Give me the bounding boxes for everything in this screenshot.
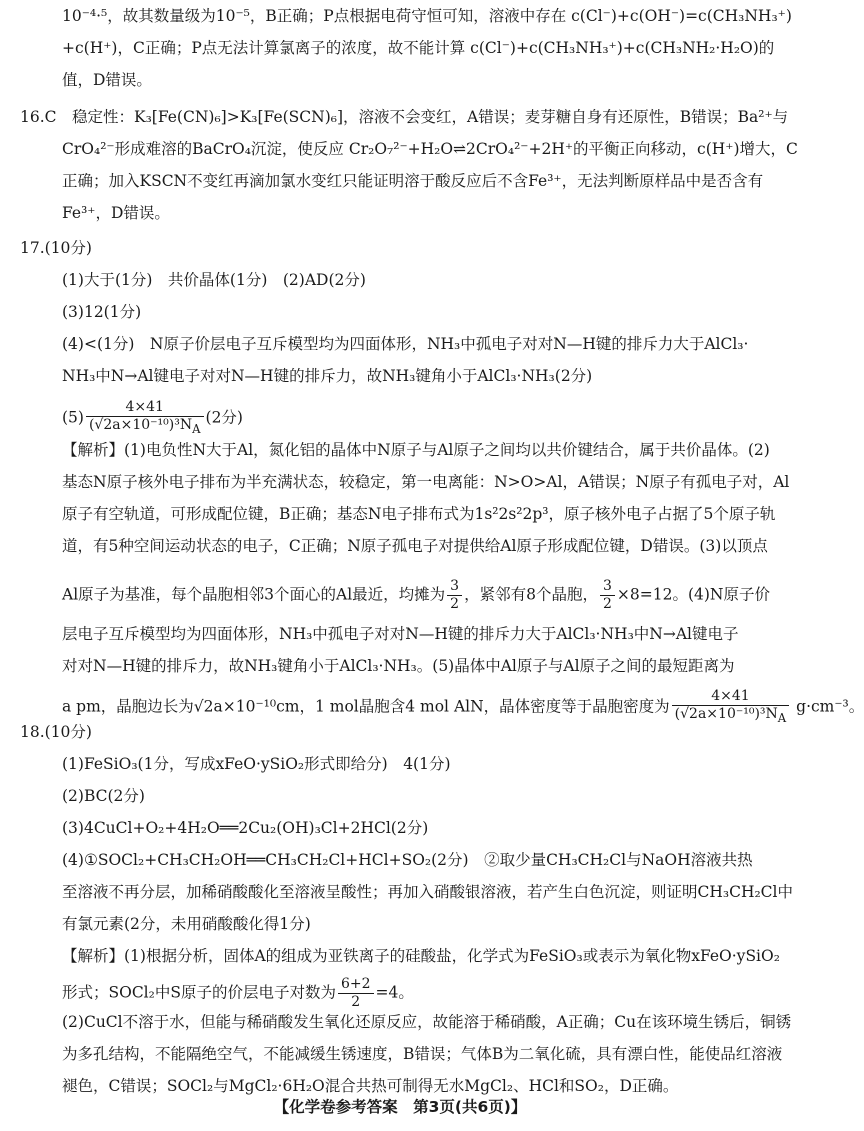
text-line: 原子有空轨道，可形成配位键，B正确；基态N电子排布式为1s²2s²2p³，原子核外电子占据了5个原子轨 bbox=[62, 505, 776, 523]
density-fraction: $\frac{4\times 41}{(√2a\times 10^{-10})^3N_A}$ bbox=[672, 688, 790, 727]
label: (5) bbox=[62, 408, 84, 427]
text-line: 褪色，C错误；SOCl₂与MgCl₂·6H₂O混合共热可制得无水MgCl₂、HCl和SO₂，D正确。 bbox=[62, 1077, 679, 1095]
text-line: (1)FeSiO₃(1分，写成xFeO·ySiO₂形式即给分) 4(1分) bbox=[62, 755, 451, 773]
text-line: 正确；加入KSCN不变红再滴加氯水变红只能证明溶于酸反应后不含Fe³⁺，无法判断原样品中是否含有 bbox=[62, 172, 764, 190]
unit: g·cm⁻³。 bbox=[791, 697, 864, 716]
denominator: $(√2a\times 10^{-10})^3N_A$ bbox=[88, 417, 201, 436]
text-line: 【解析】(1)电负性N大于Al，氮化铝的晶体中N原子与Al原子之间均以共价键结合，属于共价晶体。(2) bbox=[62, 441, 770, 459]
text-line: 【解析】(1)根据分析，固体A的组成为亚铁离子的硅酸盐，化学式为FeSiO₃或表示为氧化物xFeO·ySiO₂ bbox=[62, 947, 780, 965]
analysis-17-3-line bbox=[0, 578, 862, 613]
text-line: 17.(10分) bbox=[20, 239, 92, 257]
text-line: 为多孔结构，不能隔绝空气，不能减缓生锈速度，B错误；气体B为二氧化硫，具有漂白性，能使品红溶液 bbox=[62, 1045, 783, 1063]
text-line: NH₃中N→Al键电子对对N—H键的排斥力，故NH₃键角小于AlCl₃·NH₃(2分) bbox=[62, 367, 593, 385]
text-line: 有氯元素(2分，未用硝酸酸化得1分) bbox=[62, 915, 311, 933]
text: ，紧邻有8个晶胞， bbox=[464, 585, 598, 604]
text-line: 对对N—H键的排斥力，故NH₃键角小于AlCl₃·NH₃。(5)晶体中Al原子与Al原子之间的最短距离为 bbox=[62, 657, 735, 675]
numerator: 4×41 bbox=[86, 399, 204, 417]
answer-17-5-formula bbox=[0, 399, 862, 438]
text-line: CrO₄²⁻形成难溶的BaCrO₄沉淀，使反应 Cr₂O₇²⁻+H₂O⇌2CrO₄²⁻+2H⁺的平衡正向移动，c(H⁺)增大，C bbox=[62, 140, 798, 158]
text-line: (1)大于(1分) 共价晶体(1分) (2)AD(2分) bbox=[62, 271, 366, 289]
density-fraction bbox=[86, 399, 204, 438]
fraction-3-2-b: $\frac{3}{2}$ bbox=[600, 578, 615, 613]
electron-pair-fraction: $\frac{6+2}{2}$ bbox=[338, 976, 374, 1011]
text-line: +c(H⁺)，C正确；P点无法计算氯离子的浓度，故不能计算 c(Cl⁻)+c(CH₃NH₃⁺)+c(CH₃NH₂·H₂O)的 bbox=[62, 39, 775, 57]
text-line: 层电子互斥模型均为四面体形，NH₃中孤电子对对N—H键的排斥力大于AlCl₃·NH₃中N→Al键电子 bbox=[62, 625, 739, 643]
text: a pm，晶胞边长为√2a×10⁻¹⁰cm，1 mol晶胞含4 mol AlN，晶体密度等于晶胞密度为 bbox=[62, 697, 670, 716]
text-line: Fe³⁺，D错误。 bbox=[62, 204, 170, 222]
text-line: (2)CuCl不溶于水，但能与稀硝酸发生氧化还原反应，故能溶于稀硝酸，A正确；Cu在该环境生锈后，铜锈 bbox=[62, 1013, 792, 1031]
text-line: (3)4CuCl+O₂+4H₂O══2Cu₂(OH)₃Cl+2HCl(2分) bbox=[62, 819, 429, 837]
text-line: (3)12(1分) bbox=[62, 303, 142, 321]
text: Al原子为基准，每个晶胞相邻3个面心的Al最近，均摊为 bbox=[62, 585, 446, 604]
score: (2分) bbox=[205, 408, 243, 427]
page-footer: 【化学卷参考答案 第3页(共6页)】 bbox=[273, 1098, 527, 1116]
text-line: (4)①SOCl₂+CH₃CH₂OH══CH₃CH₂Cl+HCl+SO₂(2分) ②取少量CH₃CH₂Cl与NaOH溶液共热 bbox=[62, 851, 753, 869]
text-line: 18.(10分) bbox=[20, 723, 92, 741]
analysis-18-1-line bbox=[0, 976, 862, 1011]
text-line: 基态N原子核外电子排布为半充满状态，较稳定，第一电离能：N>O>Al，A错误；N原子有孤电子对，Al bbox=[62, 473, 790, 491]
text-line: 10⁻⁴·⁵，故其数量级为10⁻⁵，B正确；P点根据电荷守恒可知，溶液中存在 c(Cl⁻)+c(OH⁻)=c(CH₃NH₃⁺) bbox=[62, 7, 792, 25]
text-line: 16.C 稳定性：K₃[Fe(CN)₆]>K₃[Fe(SCN)₆]，溶液不会变红，A错误；麦芽糖自身有还原性，B错误；Ba²⁺与 bbox=[20, 108, 789, 126]
text: ×8=12。(4)N原子价 bbox=[616, 585, 770, 604]
text-line: (2)BC(2分) bbox=[62, 787, 145, 805]
text: 形式；SOCl₂中S原子的价层电子对数为 bbox=[62, 983, 336, 1002]
fraction-3-2-a: $\frac{3}{2}$ bbox=[447, 578, 462, 613]
text-line: 值，D错误。 bbox=[62, 71, 152, 89]
text-line: 至溶液不再分层，加稀硝酸酸化至溶液呈酸性；再加入硝酸银溶液，若产生白色沉淀，则证明CH₃CH₂Cl中 bbox=[62, 883, 794, 901]
analysis-17-5-line bbox=[0, 688, 862, 727]
text: =4。 bbox=[375, 983, 414, 1002]
text-line: (4)<(1分) N原子价层电子互斥模型均为四面体形，NH₃中孤电子对对N—H键的排斥力大于AlCl₃· bbox=[62, 335, 749, 353]
text-line: 道，有5种空间运动状态的电子，C正确；N原子孤电子对提供给Al原子形成配位键，D错误。(3)以顶点 bbox=[62, 537, 768, 555]
